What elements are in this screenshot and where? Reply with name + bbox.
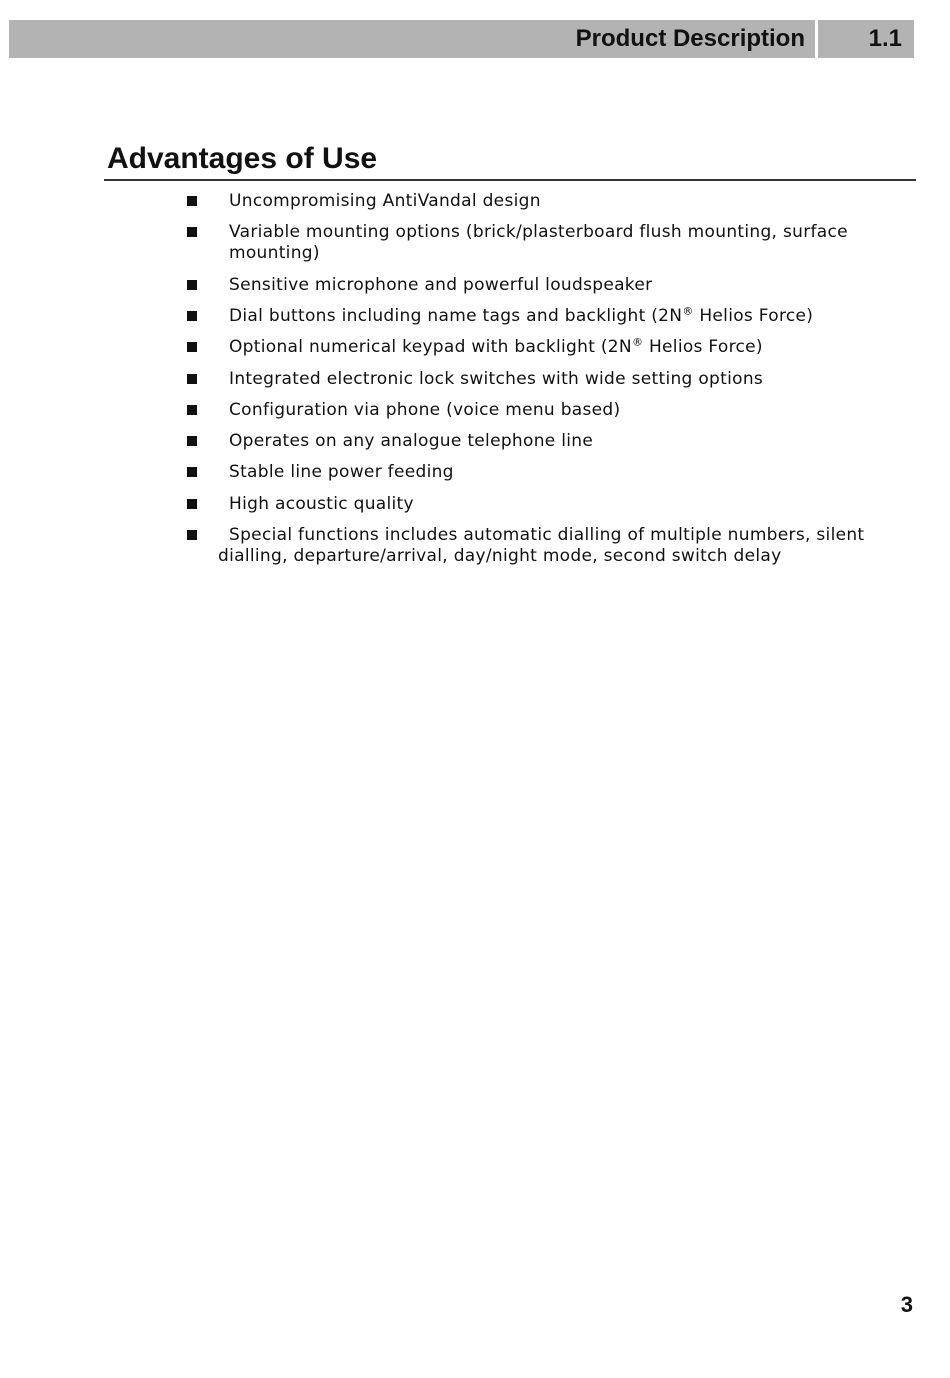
square-bullet-icon: [187, 436, 197, 446]
registered-mark: ®: [631, 335, 644, 349]
square-bullet-icon: [187, 227, 197, 237]
list-item-text: Special functions includes automatic dialling of multiple numbers, silent dialling, departure/arrival, day/night mode, second switch delay: [218, 525, 865, 566]
square-bullet-icon: [187, 530, 197, 540]
square-bullet-icon: [187, 374, 197, 384]
list-item: [187, 431, 887, 452]
list-item: [187, 462, 887, 483]
section-title: Advantages of Use: [107, 142, 378, 175]
list-item-text: Operates on any analogue telephone line: [229, 431, 594, 451]
title-underline: [104, 179, 916, 181]
list-item-text: Uncompromising AntiVandal design: [229, 191, 541, 211]
list-item-text: Sensitive microphone and powerful loudspeaker: [229, 275, 653, 295]
registered-mark: ®: [682, 304, 694, 318]
square-bullet-icon: [187, 196, 197, 206]
list-item-text: Optional numerical keypad with backlight (2N® Helios Force): [229, 335, 763, 357]
list-item: [187, 525, 877, 567]
square-bullet-icon: [187, 405, 197, 415]
list-item: [187, 306, 887, 327]
list-item-text: Stable line power feeding: [229, 462, 454, 482]
header-title: Product Description: [575, 25, 805, 52]
header-divider: [815, 20, 818, 58]
square-bullet-icon: [187, 467, 197, 477]
list-item: [187, 337, 887, 358]
list-item-text: Variable mounting options (brick/plasterboard flush mounting, surface mounting): [229, 222, 848, 263]
list-item-text: Integrated electronic lock switches with wide setting options: [229, 369, 764, 389]
list-item: [187, 369, 887, 390]
list-item: [187, 222, 862, 264]
square-bullet-icon: [187, 280, 197, 290]
list-item: [187, 494, 887, 515]
page-number: 3: [900, 1292, 913, 1317]
square-bullet-icon: [187, 499, 197, 509]
list-item-text: Dial buttons including name tags and backlight (2N® Helios Force): [229, 304, 814, 326]
header-section-number: 1.1: [868, 25, 902, 52]
list-item-text: High acoustic quality: [229, 494, 414, 514]
list-item-text: Configuration via phone (voice menu based): [229, 400, 621, 420]
page-header-bar: [9, 20, 914, 58]
square-bullet-icon: [187, 311, 197, 321]
square-bullet-icon: [187, 342, 197, 352]
list-item: [187, 275, 887, 296]
list-item: [187, 191, 887, 212]
list-item: [187, 400, 887, 421]
